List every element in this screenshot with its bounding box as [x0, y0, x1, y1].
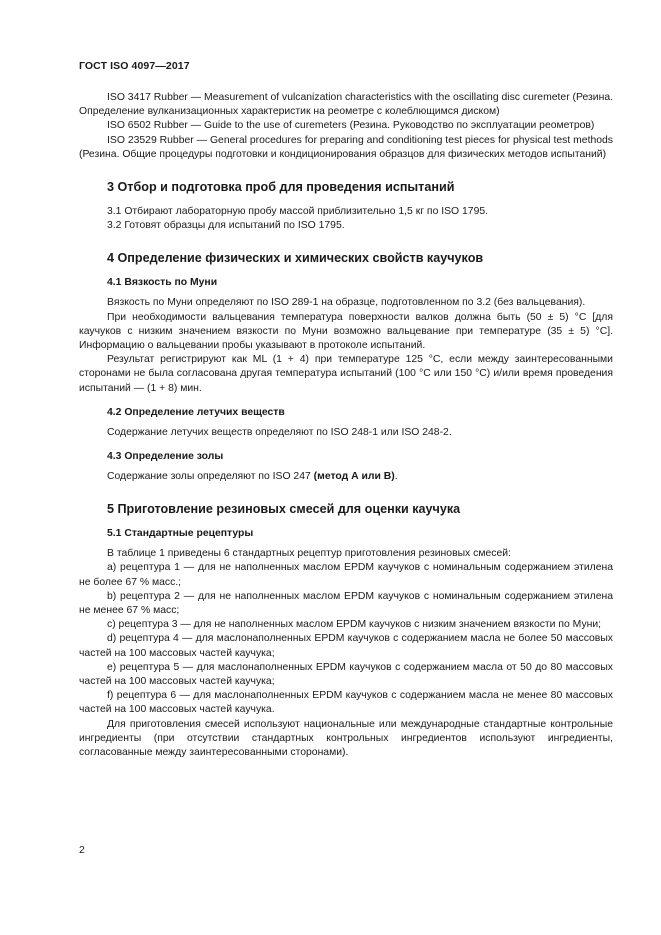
section-3-1: 3.1 Отбирают лабораторную пробу массой приблизительно 1,5 кг по ISO 1795.: [107, 206, 489, 218]
section-4-2-paragraph: Содержание летучих веществ определяют по ISO 248-1 или ISO 248-2.: [107, 426, 452, 438]
section-5-1-intro: В таблице 1 приведены 6 стандартных рецептур приготовления резиновых смесей:: [107, 548, 511, 560]
section-5-1-closing: Для приготовления смесей используют национальные или международные стандартные контрольные ингредиенты (при отсутствии стандартных контрольных ингредиентов используют ингредиенты, согласованные между заинтересованными сторонами).: [79, 718, 613, 759]
section-4-1-title: 4.1 Вязкость по Муни: [107, 277, 218, 289]
list-item: c) рецептура 3 — для не наполненных маслом EPDM каучуков с низким значением вязкости по Муни;: [107, 619, 602, 631]
list-item: f) рецептура 6 — для маслонаполненных EPDM каучуков с содержанием масла не менее 80 массовых частей на 100 массовых частей каучука.: [79, 690, 613, 716]
ash-text-end: .: [394, 471, 398, 483]
reference-iso-3417: ISO 3417 Rubber — Measurement of vulcanization characteristics with the oscillating disc curemeter (Резина. Определение вулканизационных характеристик на реометре с колеблющимся диском): [79, 92, 613, 118]
list-item: d) рецептура 4 — для маслонаполненных EPDM каучуков с содержанием масла не более 50 массовых частей на 100 массовых частей каучука;: [79, 633, 613, 659]
section-3-2: 3.2 Готовят образцы для испытаний по ISO 1795.: [107, 220, 345, 232]
section-5-title: 5 Приготовление резиновых смесей для оценки каучука: [107, 502, 461, 517]
section-4-1-paragraph: При необходимости вальцевания температура поверхности валков должна быть (50 ± 5) °С [для каучуков с низким значением вязкости по Муни возможно вальцевание при температуре (35 ± 5) °С]. Информацию о вальцевании пробы указывают в протоколе испытаний.: [79, 311, 613, 352]
page-number: 2: [79, 844, 85, 856]
section-4-1-paragraph: Вязкость по Муни определяют по ISO 289-1 на образце, подготовленном по 3.2 (без вальцевания).: [107, 297, 586, 309]
section-4-3-title: 4.3 Определение золы: [107, 451, 224, 463]
section-4-title: 4 Определение физических и химических свойств каучуков: [107, 251, 484, 266]
list-item: a) рецептура 1 — для не наполненных маслом EPDM каучуков с номинальным содержанием этилена не более 67 % масс.;: [79, 562, 613, 588]
reference-iso-23529: ISO 23529 Rubber — General procedures for preparing and conditioning test pieces for physical test methods (Резина. Общие процедуры подготовки и кондиционирования образцов для физических методов испытаний): [79, 134, 613, 160]
list-item: e) рецептура 5 — для маслонаполненных EPDM каучуков с содержанием масла от 50 до 80 массовых частей на 100 массовых частей каучука;: [79, 661, 613, 688]
page-content: [79, 91, 613, 760]
ash-method-text: (метод А или В): [313, 471, 395, 483]
section-4-2-title: 4.2 Определение летучих веществ: [107, 406, 285, 418]
section-4-1-paragraph: Результат регистрируют как ML (1 + 4) при температуре 125 °С, если между заинтересованными сторонами не была согласована другая температура испытаний (100 °С или 150 °С) и/или время проведения испытаний — (1 + 8) мин.: [79, 354, 613, 394]
section-4-3-paragraph: [79, 470, 613, 484]
section-5-1-title: 5.1 Стандартные рецептуры: [107, 528, 254, 540]
list-item: b) рецептура 2 — для не наполненных маслом EPDM каучуков с номинальным содержанием этилена не менее 67 % масс;: [79, 590, 613, 617]
ash-text: Содержание золы определяют по ISO 247: [107, 471, 314, 483]
document-header: ГОСТ ISO 4097—2017: [79, 60, 190, 72]
reference-iso-6502: ISO 6502 Rubber — Guide to the use of curemeters (Резина. Руководство по эксплуатации реометров): [107, 120, 595, 132]
section-3-title: 3 Отбор и подготовка проб для проведения испытаний: [107, 180, 455, 195]
